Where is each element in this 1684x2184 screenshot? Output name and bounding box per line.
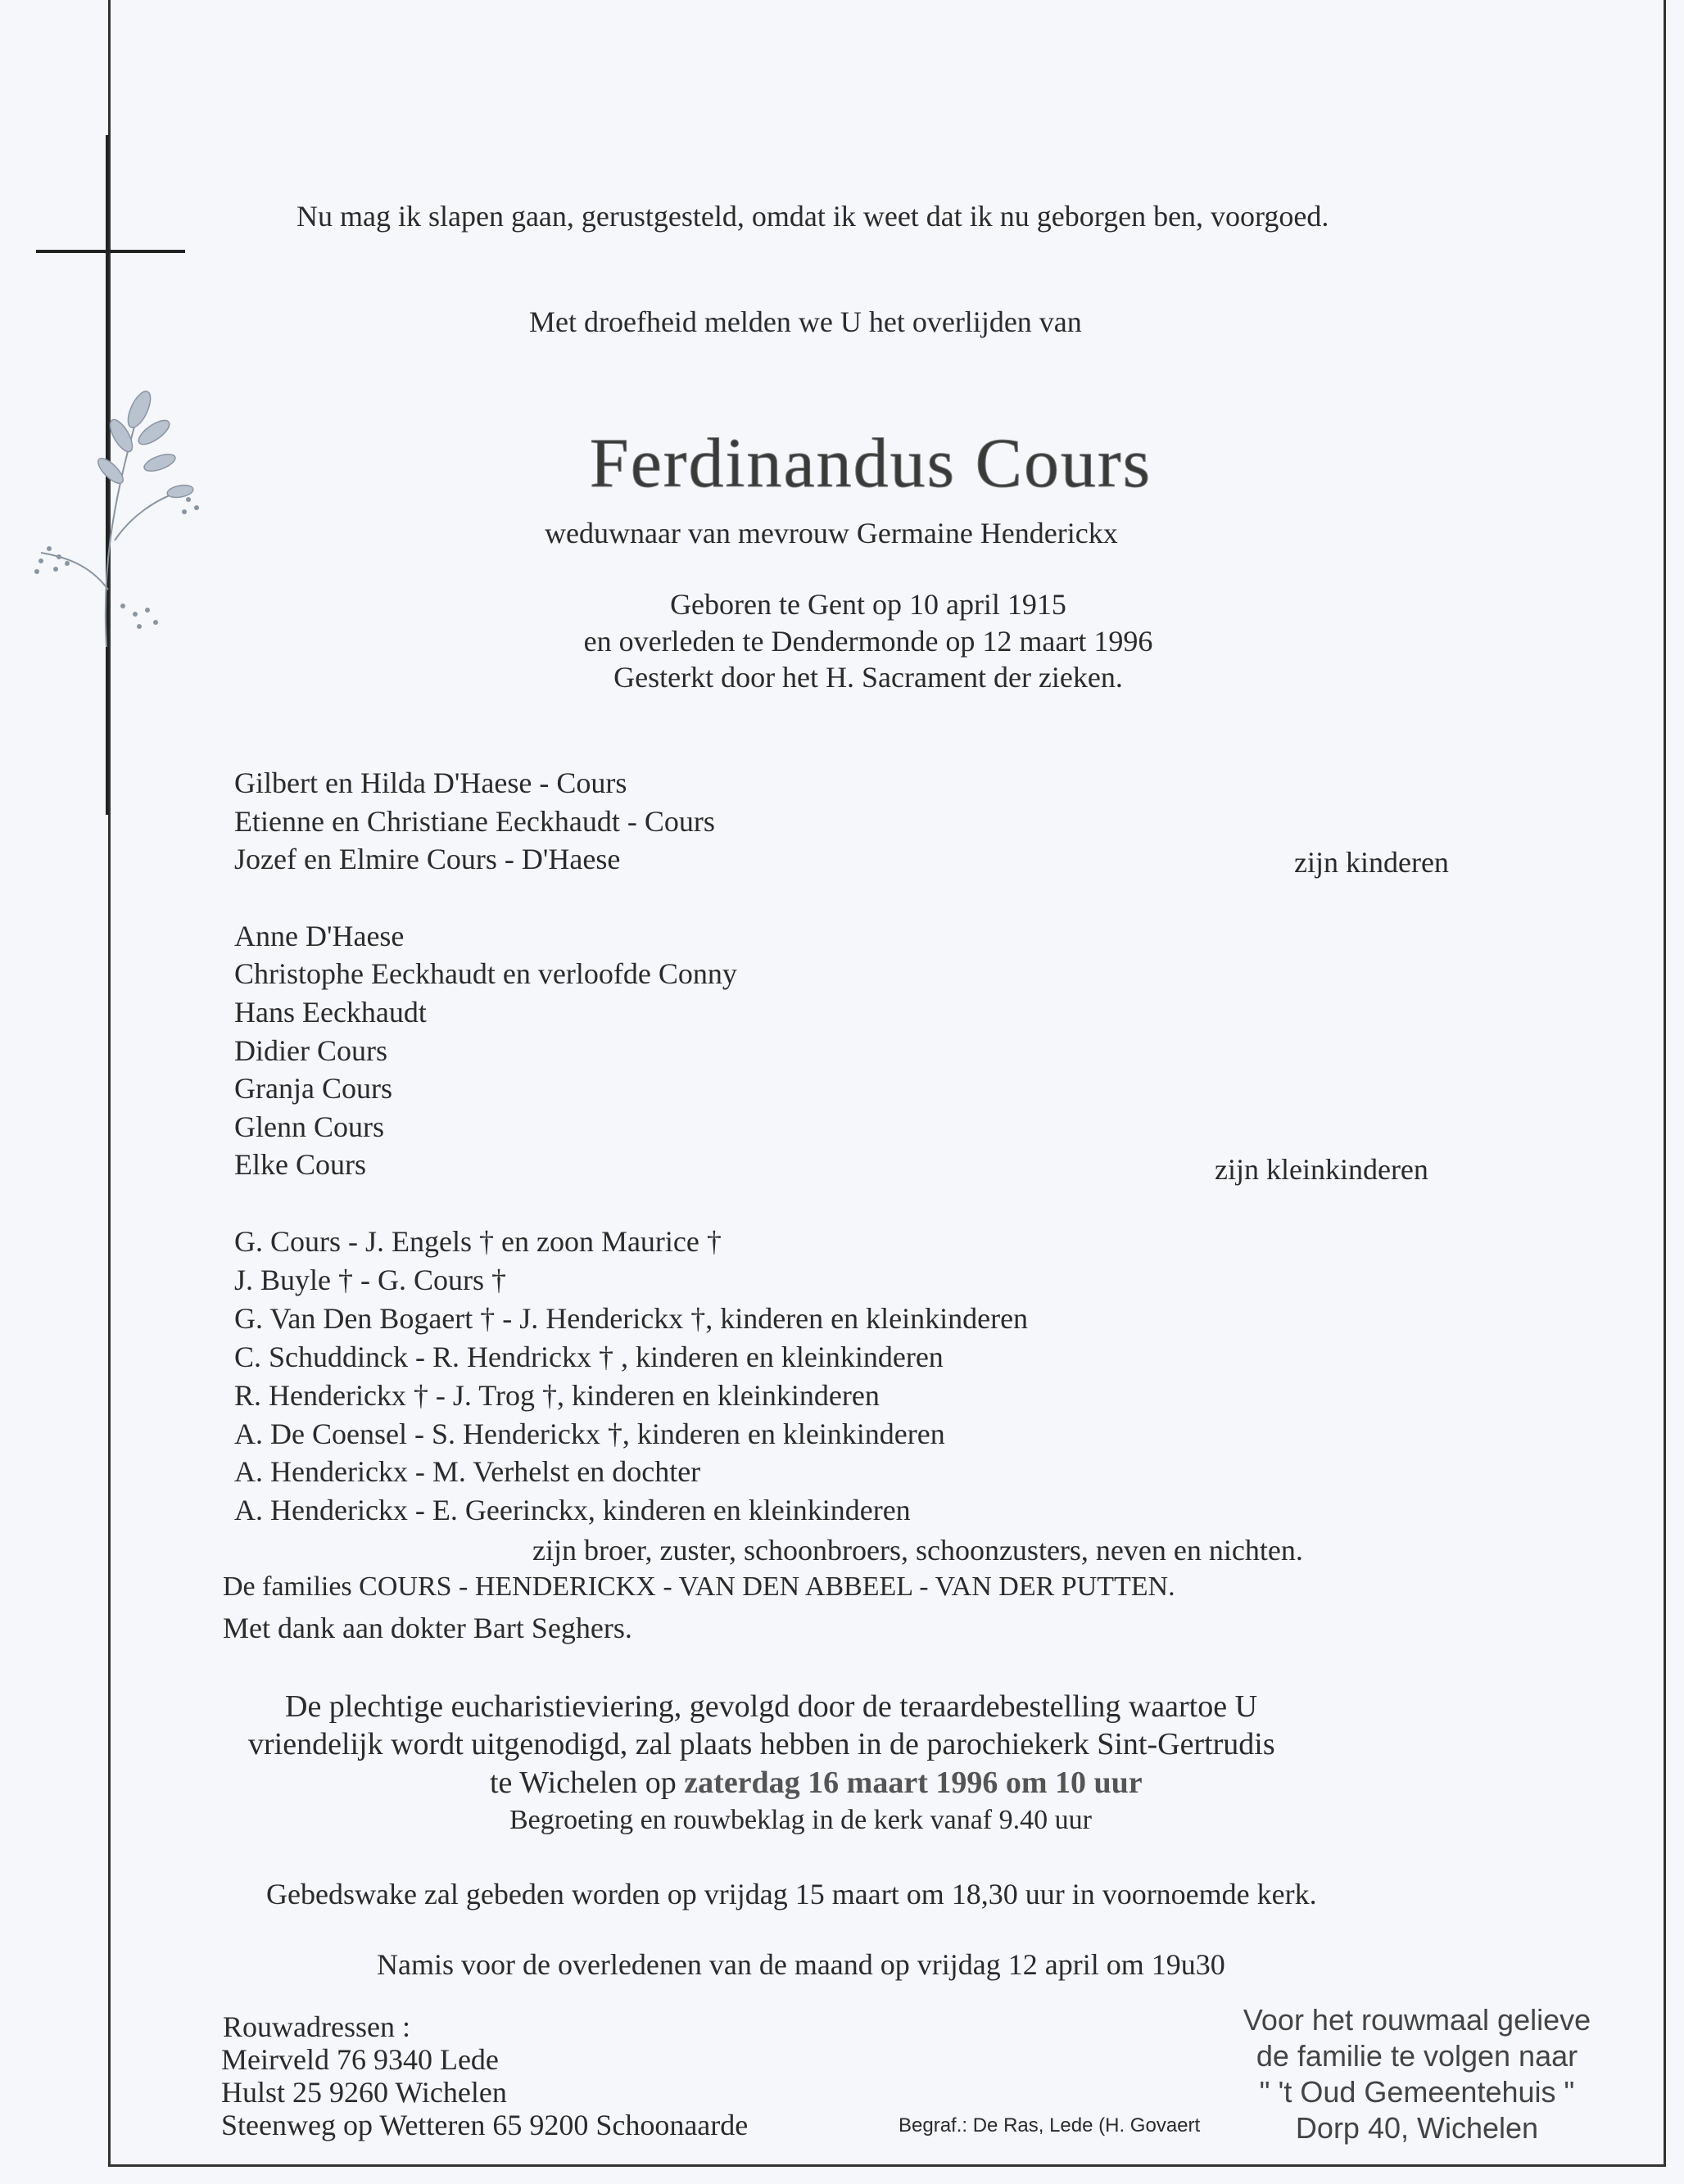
- vigil-line: Gebedswake zal gebeden worden op vrijdag 15 maart om 18,30 uur in voornoemde kerk.: [266, 1878, 1317, 1910]
- ceremony-place: te Wichelen op: [490, 1766, 685, 1800]
- list-item: Didier Cours: [234, 1034, 387, 1067]
- list-item: G. Cours - J. Engels † en zoon Maurice †: [234, 1225, 722, 1258]
- sacrament-line: Gesterkt door het H. Sacrament der zieken.: [613, 661, 1123, 694]
- families-line: De families COURS - HENDERICKX - VAN DEN ABBEEL - VAN DER PUTTEN.: [223, 1571, 1175, 1602]
- relatives-label: zijn broer, zuster, schoonbroers, schoonzusters, neven en nichten.: [532, 1534, 1303, 1567]
- intro-line: Met droefheid melden we U het overlijden van: [529, 305, 1082, 338]
- meal-line: " 't Oud Gemeentehuis ": [1259, 2075, 1575, 2109]
- flower-illustration: [16, 360, 229, 655]
- list-item: A. De Coensel - S. Henderickx †, kinderen en kleinkinderen: [234, 1418, 945, 1450]
- undertaker-note: Begraf.: De Ras, Lede (H. Govaert: [899, 2114, 1201, 2137]
- birth-line: Geboren te Gent op 10 april 1915: [670, 588, 1066, 621]
- list-item: Hans Eeckhaudt: [234, 996, 427, 1029]
- ceremony-line-1: De plechtige eucharistieviering, gevolgd door de teraardebestelling waartoe U: [285, 1689, 1258, 1724]
- children-label: zijn kinderen: [1294, 846, 1449, 879]
- list-item: Anne D'Haese: [234, 920, 405, 952]
- meal-line: de familie te volgen naar: [1256, 2039, 1578, 2073]
- list-item: Elke Cours: [234, 1148, 366, 1181]
- list-item: Gilbert en Hilda D'Haese - Cours: [234, 766, 627, 799]
- quote: Nu mag ik slapen gaan, gerustgesteld, omdat ik weet dat ik nu geborgen ben, voorgoed.: [297, 200, 1329, 233]
- list-item: Jozef en Elmire Cours - D'Haese: [234, 843, 621, 875]
- ceremony-line-3: [490, 1765, 1143, 1801]
- list-item: A. Henderickx - E. Geerinckx, kinderen en kleinkinderen: [234, 1494, 911, 1526]
- widower-line: weduwnaar van mevrouw Germaine Henderickx: [545, 517, 1118, 549]
- address-line: Steenweg op Wetteren 65 9200 Schoonaarde: [221, 2109, 749, 2141]
- address-line: Hulst 25 9260 Wichelen: [221, 2076, 507, 2109]
- list-item: Granja Cours: [234, 1072, 392, 1105]
- cross-horizontal: [36, 250, 185, 253]
- list-item: A. Henderickx - M. Verhelst en dochter: [234, 1455, 701, 1488]
- meal-line: Voor het rouwmaal gelieve: [1243, 2003, 1591, 2037]
- grandchildren-label: zijn kleinkinderen: [1215, 1153, 1428, 1186]
- meal-line: Dorp 40, Wichelen: [1295, 2111, 1539, 2145]
- list-item: G. Van Den Bogaert † - J. Henderickx †, kinderen en kleinkinderen: [234, 1302, 1029, 1335]
- list-item: Christophe Eeckhaudt en verloofde Conny: [234, 957, 737, 990]
- ceremony-date: zaterdag 16 maart 1996 om 10 uur: [684, 1766, 1143, 1800]
- address-line: Meirveld 76 9340 Lede: [221, 2043, 499, 2076]
- addresses-title: Rouwadressen :: [223, 2010, 410, 2043]
- ceremony-line-2: vriendelijk wordt uitgenodigd, zal plaats hebben in de parochiekerk Sint-Gertrudis: [248, 1727, 1275, 1761]
- list-item: R. Henderickx † - J. Trog †, kinderen en kleinkinderen: [234, 1379, 880, 1412]
- thanks-line: Met dank aan dokter Bart Seghers.: [223, 1612, 632, 1644]
- list-item: Etienne en Christiane Eeckhaudt - Cours: [234, 805, 715, 838]
- namis-line: Namis voor de overledenen van de maand op vrijdag 12 april om 19u30: [377, 1948, 1225, 1981]
- ceremony-line-4: Begroeting en rouwbeklag in de kerk vanaf 9.40 uur: [509, 1805, 1092, 1835]
- list-item: C. Schuddinck - R. Hendrickx † , kinderen en kleinkinderen: [234, 1341, 944, 1373]
- deceased-name: Ferdinandus Cours: [589, 423, 1152, 502]
- list-item: Glenn Cours: [234, 1110, 384, 1143]
- list-item: J. Buyle † - G. Cours †: [234, 1264, 506, 1296]
- death-line: en overleden te Dendermonde op 12 maart 1996: [583, 625, 1153, 658]
